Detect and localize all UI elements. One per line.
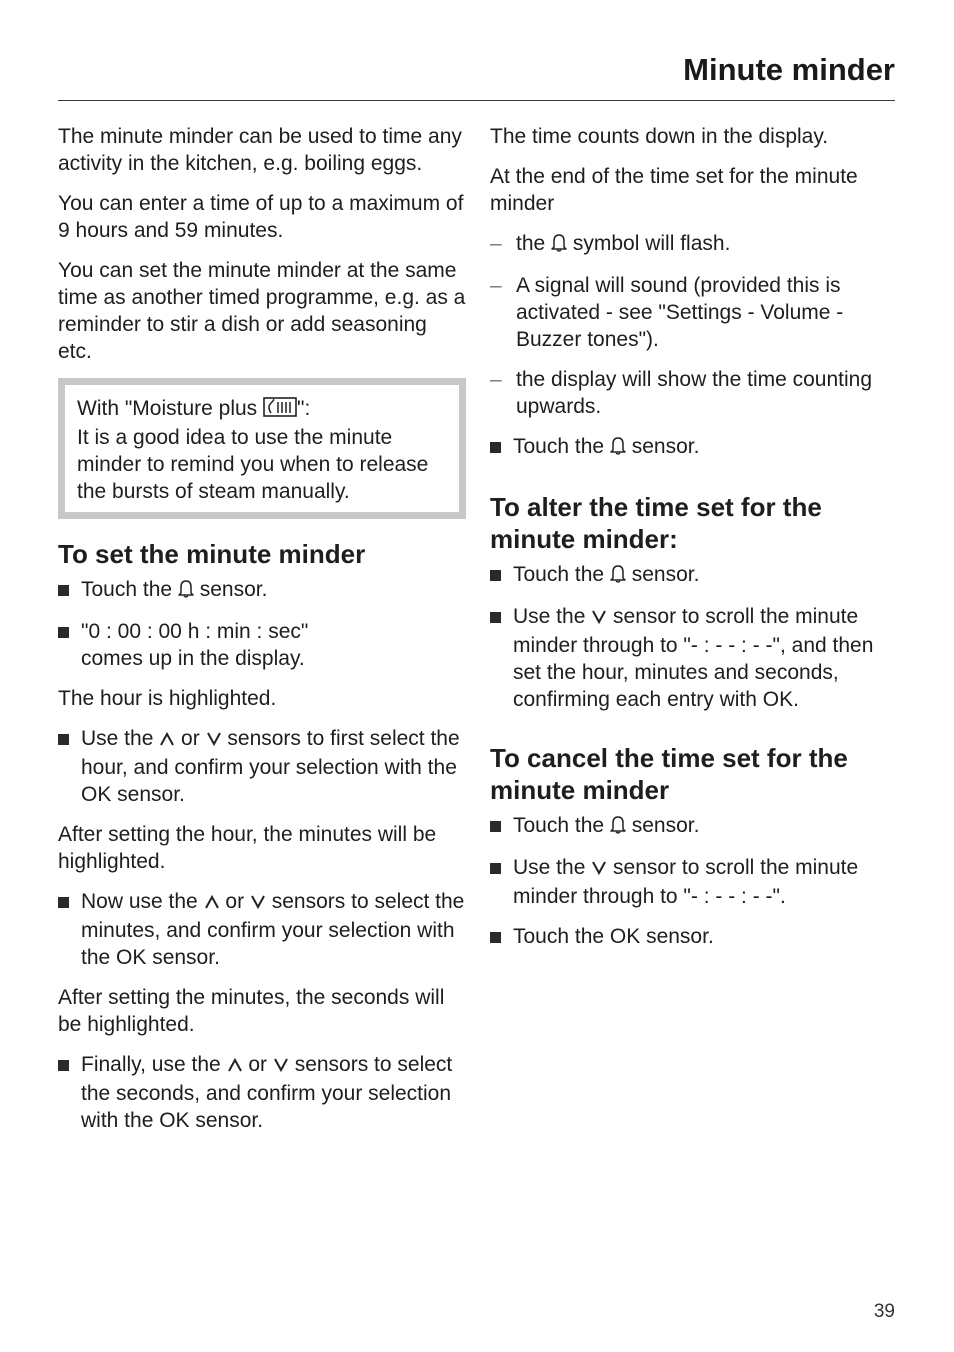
cancel-step-touch-bell [490,812,895,841]
chevron-up-icon [204,890,220,917]
step-text: sensors to select the minutes, and confirm your selection with the OK sensor. [81,890,465,969]
step-text: sensor. [625,435,700,458]
note-body: It is a good idea to use the minute minder to remind you when to release the bursts of steam manually. [77,426,429,503]
after-hour-text: After setting the hour, the minutes will be highlighted. [58,823,437,873]
bell-icon [610,814,626,841]
countdown-text: The time counts down in the display. [490,125,829,148]
touch-bell-step [490,433,895,462]
right-column [490,123,895,963]
step-text: Now use the [81,890,204,913]
step-text: Use the [81,727,160,750]
step-text: sensor to scroll the minute minder through to "- : - - : - -", and then set the hour, minutes and seconds, confirming each entry with OK. [513,605,874,711]
intro-paragraph-1: The minute minder can be used to time any activity in the kitchen, e.g. boiling eggs. [58,125,462,175]
display-format-text: "0 : 00 : 00 h : min : sec" [81,620,309,643]
step-text: or [219,890,250,913]
note-prefix: With "Moisture plus [77,397,264,420]
alter-step-touch-bell [490,561,895,590]
set-step-display [58,618,466,672]
set-step-select-minutes [58,888,466,971]
chevron-down-icon [250,890,266,917]
moisture-plus-note-box [58,378,466,519]
step-text: Use the [513,605,592,628]
step-text: sensor to scroll the minute minder through to "- : - - : - -". [513,856,859,908]
after-minutes-text: After setting the minutes, the seconds will be highlighted. [58,986,445,1036]
note-suffix: ": [297,397,311,420]
moisture-plus-icon [263,397,297,424]
dash-item-signal: – A signal will sound (provided this is activated - see "Settings - Volume - Buzzer tones"). [490,272,895,353]
step-text: Touch the [513,563,610,586]
chevron-down-icon [591,856,607,883]
end-of-time-intro: At the end of the time set for the minute minder [490,165,858,215]
set-minute-minder-heading: To set the minute minder [58,539,366,569]
chevron-up-icon [159,727,175,754]
intro-paragraph-3: You can set the minute minder at the same time as another timed programme, e.g. as a reminder to stir a dish or add seasoning etc. [58,259,466,363]
step-text: Finally, use the [81,1053,227,1076]
step-text: Use the [513,856,592,879]
cancel-step-touch-ok: Touch the OK sensor. [490,923,895,950]
step-text: sensor. [193,578,268,601]
step-text: or [242,1053,273,1076]
step-text: Touch the [513,435,610,458]
bell-icon [178,578,194,605]
bell-icon [551,232,567,259]
dash-item-symbol-flash [490,230,895,259]
set-step-select-seconds [58,1051,466,1134]
left-column [58,123,466,1147]
step-text: Touch the [513,814,610,837]
cancel-time-heading: To cancel the time set for the minute minder [490,743,848,805]
note-heading [77,395,447,424]
step-text: comes up in the display. [81,647,305,670]
page-number: 39 [873,1301,895,1322]
chevron-down-icon [273,1053,289,1080]
bell-icon [610,435,626,462]
step-text: sensor. [625,563,700,586]
step-text: sensors to first select the hour, and confirm your selection with the OK sensor. [81,727,460,806]
alter-time-heading: To alter the time set for the minute minder: [490,492,822,554]
step-text: sensor. [625,814,700,837]
alter-step-scroll [490,603,895,713]
step-text: Touch the [81,578,178,601]
cancel-step-scroll [490,854,895,910]
page-title: Minute minder [683,52,895,87]
step-text: or [175,727,206,750]
set-step-touch-bell [58,576,466,605]
chevron-down-icon [206,727,222,754]
bell-icon [610,563,626,590]
hour-highlighted-text: The hour is highlighted. [58,687,277,710]
chevron-down-icon [591,605,607,632]
dash-item-counting-up: – the display will show the time counting upwards. [490,366,895,420]
intro-paragraph-2: You can enter a time of up to a maximum of 9 hours and 59 minutes. [58,192,464,242]
step-text: sensors to select the seconds, and confirm your selection with the OK sensor. [81,1053,453,1132]
step-text: the [516,232,552,255]
set-step-select-hour [58,725,466,808]
step-text: symbol will flash. [567,232,731,255]
chevron-up-icon [227,1053,243,1080]
title-divider [58,100,895,101]
